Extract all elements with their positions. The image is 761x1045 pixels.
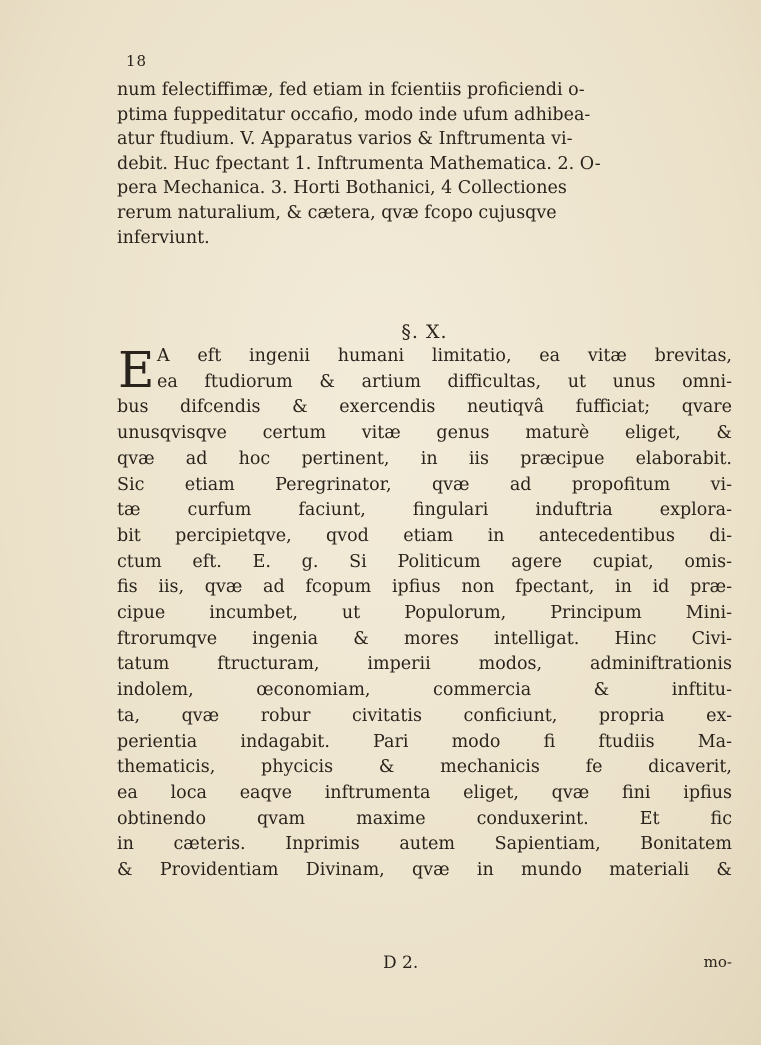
catchword: mo-	[703, 953, 732, 971]
text-line: bus difcendis & exercendis neutiqvâ fufficiat; qvare	[117, 397, 732, 418]
page-number: 18	[126, 52, 148, 70]
text-line: ea loca eaqve inftrumenta eliget, qvæ fini ipfius	[117, 782, 732, 803]
text-line: atur ftudium. V. Apparatus varios & Inftrumenta vi-	[117, 129, 573, 150]
signature-mark: D 2.	[383, 953, 419, 973]
text-line: ctum eft. E. g. Si Politicum agere cupiat, omis-	[117, 551, 732, 572]
text-block	[117, 78, 732, 973]
text-line: num felectiffimæ, fed etiam in fcientiis proficiendi o-	[117, 80, 585, 100]
text-line: ea ftudiorum & artium difficultas, ut unus omni-	[157, 371, 732, 392]
text-line: tatum ftructuram, imperii modos, adminiftrationis	[117, 654, 732, 675]
text-line: tæ curfum faciunt, fingulari induftria explora-	[117, 500, 732, 521]
text-line: ftrorumqve ingenia & mores intelligat. Hinc Civi-	[117, 628, 732, 649]
paragraph-section-x	[117, 341, 732, 884]
text-line: cipue incumbet, ut Populorum, Principum Mini-	[117, 603, 732, 624]
text-line: A eft ingenii humani limitatio, ea vitæ brevitas,	[157, 346, 732, 366]
text-line: inferviunt.	[117, 227, 210, 248]
text-line: & Providentiam Divinam, qvæ in mundo materiali &	[117, 860, 732, 881]
text-line: unusqvisqve certum vitæ genus maturè eliget, &	[117, 423, 732, 444]
text-line: Sic etiam Peregrinator, qvæ ad propofitum vi-	[117, 474, 732, 495]
text-line: thematicis, phycicis & mechanicis fe dicaverit,	[117, 757, 732, 778]
text-line: rerum naturalium, & cætera, qvæ fcopo cujusqve	[117, 202, 557, 223]
section-heading: §. X.	[401, 321, 448, 343]
paragraph-continued	[117, 78, 732, 250]
drop-capital: E	[118, 341, 155, 399]
text-line: perientia indagabit. Pari modo fi ftudiis Ma-	[117, 731, 732, 752]
text-line: indolem, œconomiam, commercia & inftitu-	[117, 680, 732, 701]
text-line: bit percipietqve, qvod etiam in antecedentibus di-	[117, 525, 732, 546]
text-line: qvæ ad hoc pertinent, in iis præcipue elaborabit.	[117, 448, 732, 469]
text-line: debit. Huc fpectant 1. Inftrumenta Mathematica. 2. O-	[117, 153, 601, 174]
text-line: fis iis, qvæ ad fcopum ipfius non fpectant, in id præ-	[117, 577, 732, 598]
text-line: ptima fuppeditatur occafio, modo inde ufum adhibea-	[117, 104, 591, 125]
text-line: in cæteris. Inprimis autem Sapientiam, Bonitatem	[117, 834, 732, 855]
text-line: pera Mechanica. 3. Horti Bothanici, 4 Collectiones	[117, 178, 567, 199]
text-line: ta, qvæ robur civitatis conficiunt, propria ex-	[117, 705, 732, 726]
text-line: obtinendo qvam maxime conduxerint. Et fic	[117, 808, 732, 829]
